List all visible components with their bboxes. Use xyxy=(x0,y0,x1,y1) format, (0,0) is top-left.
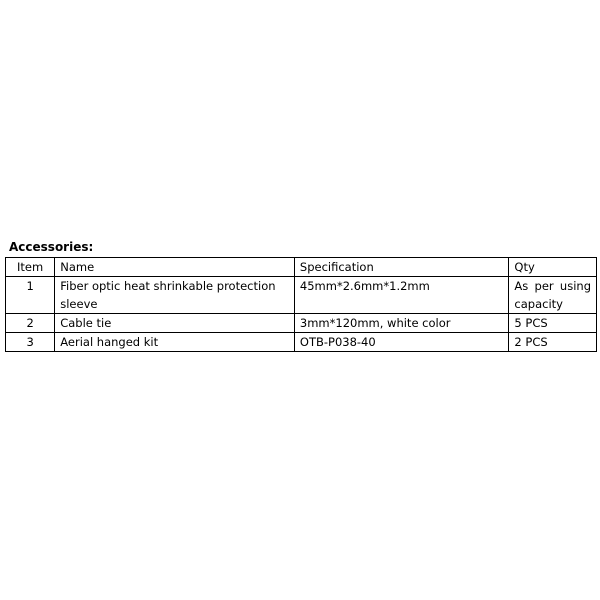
cell-item: 1 xyxy=(6,277,55,314)
cell-qty: 5 PCS xyxy=(509,314,597,333)
cell-qty: As per using capacity xyxy=(509,277,597,314)
column-header-specification: Specification xyxy=(294,258,509,277)
table-row xyxy=(6,277,597,314)
section-title: Accessories: xyxy=(9,240,94,254)
column-header-name: Name xyxy=(55,258,295,277)
table-row xyxy=(6,333,597,352)
cell-name: Aerial hanged kit xyxy=(55,333,295,352)
cell-specification: 45mm*2.6mm*1.2mm xyxy=(294,277,509,314)
table-header-row xyxy=(6,258,597,277)
cell-specification: OTB-P038-40 xyxy=(294,333,509,352)
cell-qty: 2 PCS xyxy=(509,333,597,352)
cell-item: 3 xyxy=(6,333,55,352)
accessories-table xyxy=(5,257,597,352)
cell-name: Cable tie xyxy=(55,314,295,333)
accessories-section xyxy=(5,240,597,352)
table-row xyxy=(6,314,597,333)
cell-item: 2 xyxy=(6,314,55,333)
column-header-qty: Qty xyxy=(509,258,597,277)
column-header-item: Item xyxy=(6,258,55,277)
cell-name: Fiber optic heat shrinkable protection sleeve xyxy=(55,277,295,314)
cell-specification: 3mm*120mm, white color xyxy=(294,314,509,333)
